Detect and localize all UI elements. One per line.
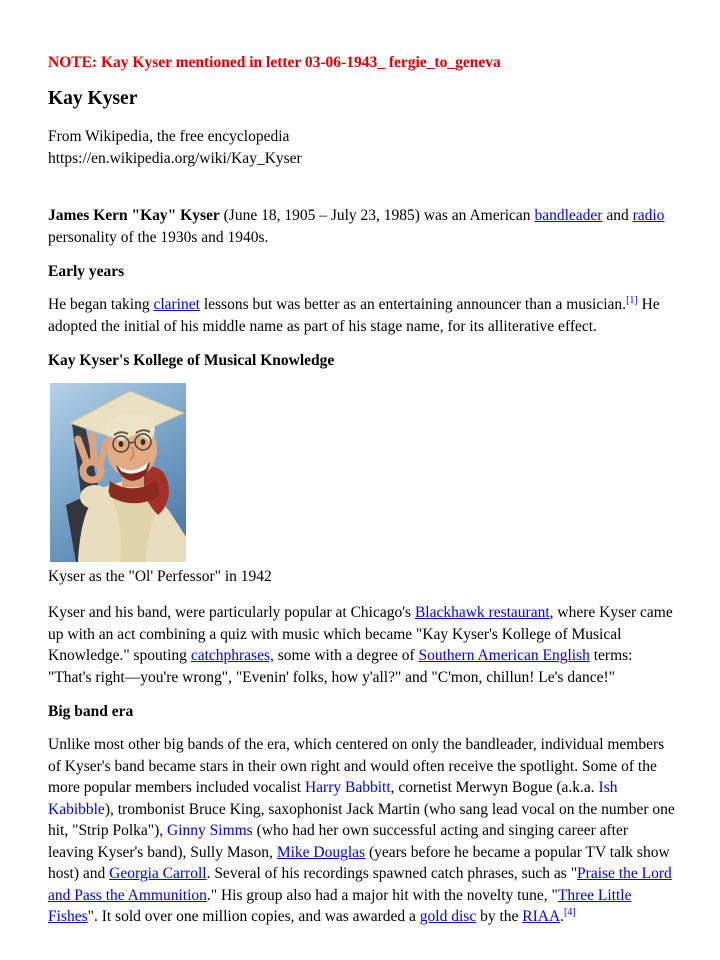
text-link[interactable]: Georgia Carroll: [109, 865, 207, 882]
wikipedia-subtitle: From Wikipedia, the free encyclopedia: [48, 128, 290, 145]
text-link[interactable]: radio: [632, 207, 665, 224]
section-heading-early-years: Early years: [48, 263, 125, 280]
intro-paragraph: James Kern "Kay" Kyser (June 18, 1905 – July 23, 1985) was an American bandleader and radio personality of the 1930s and 1940s.: [48, 207, 665, 246]
text-link[interactable]: Three Little Fishes: [48, 886, 632, 925]
note-banner: NOTE: Kay Kyser mentioned in letter 03-06-1943_ fergie_to_geneva: [48, 54, 501, 71]
big-band-paragraph: Unlike most other big bands of the era, which centered on only the bandleader, individual members of Kyser's band became stars in their own right and would often receive the spotlight. Some of the more popular members included vocalist Harry Babbitt, cornetist Merwyn Bogue (a.k.a. Ish Kabibble), trombonist Bruce King, saxophonist Jack Martin (who sang lead vocal on the number one hit, "Strip Polka"), Ginny Simms (who had her own successful acting and singing career after leaving Kyser's band), Sully Mason, Mike Douglas (years before he became a popular TV talk show host) and Georgia Carroll. Several of his recordings spawned catch phrases, such as "Praise the Lord and Pass the Ammunition." His group also had a major hit with the novelty tune, "Three Little Fishes". It sold over one million copies, and was awarded a gold disc by the RIAA.[4]: [48, 736, 675, 925]
section-heading-big-band: Big band era: [48, 703, 134, 720]
photo-caption: Kyser as the "Ol' Perfessor" in 1942: [48, 568, 272, 585]
text-link[interactable]: bandleader: [534, 207, 603, 224]
source-url: https://en.wikipedia.org/wiki/Kay_Kyser: [48, 149, 302, 167]
text-link[interactable]: Blackhawk restaurant: [414, 604, 550, 621]
text-link[interactable]: RIAA: [522, 908, 561, 925]
page-title: Kay Kyser: [48, 88, 138, 109]
text-link[interactable]: Ginny Simms: [167, 822, 253, 839]
text-link[interactable]: catchphrases,: [190, 647, 274, 664]
citation-ref: [564, 907, 576, 918]
text-link[interactable]: gold disc: [419, 908, 477, 925]
early-years-paragraph: He began taking clarinet lessons but was better as an entertaining announcer than a musician.[1] He adopted the initial of his middle name as part of his stage name, for its alliterative effect.: [48, 294, 660, 335]
text-link[interactable]: Southern American English: [418, 647, 590, 664]
citation-link[interactable]: [1]: [626, 294, 638, 306]
text-link[interactable]: Praise the Lord and Pass the Ammunition: [48, 865, 672, 904]
text-link[interactable]: clarinet: [153, 296, 200, 313]
kollege-paragraph: Kyser and his band, were particularly popular at Chicago's Blackhawk restaurant, where Kyser came up with an act combining a quiz with music which became "Kay Kyser's Kollege of Musical Knowledge." spouting catchphrases, some with a degree of Southern American English terms: "That's right—you're wrong", "Evenin' folks, how y'all?" and "C'mon, chillun! Le's dance!": [48, 604, 673, 686]
kyser-photo: [50, 383, 186, 562]
section-heading-kollege: Kay Kyser's Kollege of Musical Knowledge: [48, 352, 335, 369]
citation-ref: [626, 295, 638, 306]
text-link[interactable]: Harry Babbitt: [304, 779, 391, 796]
citation-link[interactable]: [4]: [564, 906, 576, 918]
bold-text: James Kern "Kay" Kyser: [48, 207, 220, 224]
text-link[interactable]: Mike Douglas: [276, 843, 366, 861]
text-link[interactable]: Ish Kabibble: [48, 779, 618, 818]
